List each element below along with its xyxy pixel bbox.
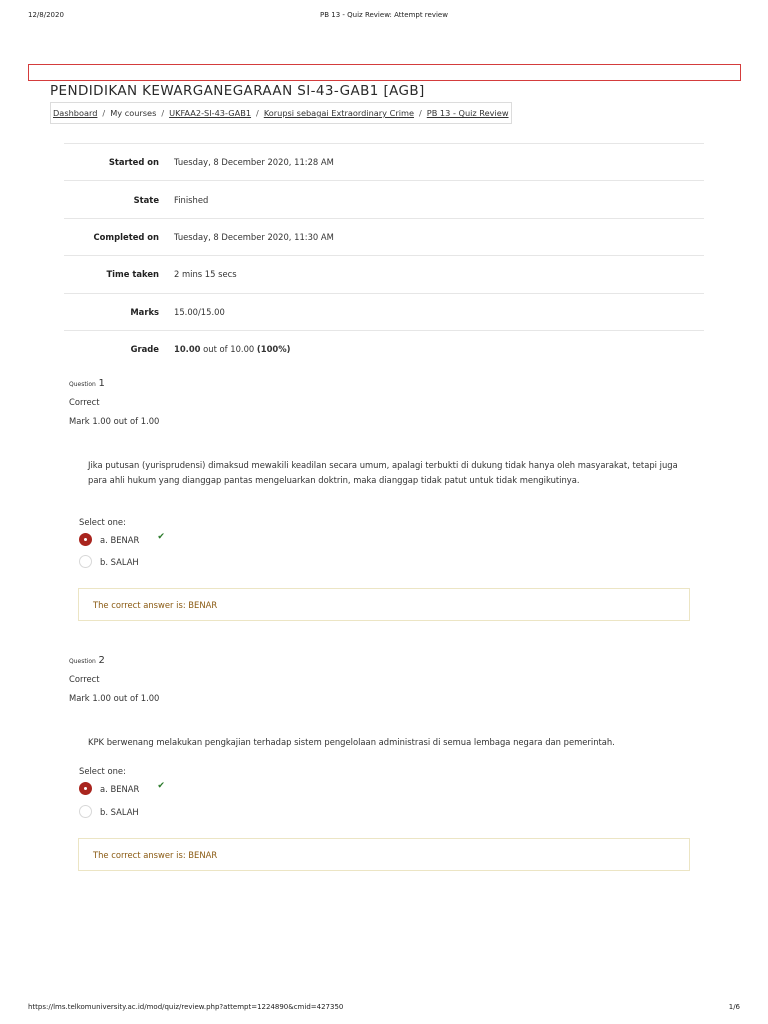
grade-value: 10.00	[174, 344, 201, 355]
question-state: Correct	[69, 674, 100, 684]
summary-row-started-on	[64, 143, 704, 180]
question-info	[69, 378, 709, 426]
select-one-label: Select one:	[79, 766, 126, 776]
question-state: Correct	[69, 397, 100, 407]
summary-row-state	[64, 180, 704, 217]
summary-value: 15.00/15.00	[174, 306, 225, 317]
print-page-title: PB 13 - Quiz Review: Attempt review	[320, 11, 448, 19]
question-2	[69, 655, 709, 860]
grade-out-of: out of 10.00	[200, 344, 257, 355]
breadcrumb-dashboard[interactable]: Dashboard	[53, 108, 98, 118]
summary-label: Started on	[108, 157, 159, 168]
print-page-number: 1/6	[728, 1003, 740, 1011]
option-label: b. SALAH	[100, 556, 139, 567]
question-1	[69, 378, 709, 610]
grade-percent: (100%)	[256, 344, 291, 355]
breadcrumb-separator: /	[419, 108, 422, 118]
option-label: b. SALAH	[100, 806, 139, 817]
summary-row-grade	[64, 330, 704, 367]
select-one-label: Select one:	[79, 517, 126, 527]
option-label: a. BENAR	[100, 534, 140, 545]
summary-row-completed-on	[64, 218, 704, 255]
question-info	[69, 655, 709, 703]
breadcrumb-section[interactable]: Korupsi sebagai Extraordinary Crime	[263, 108, 414, 118]
correct-answer-feedback: The correct answer is: BENAR	[78, 588, 690, 621]
breadcrumb-separator: /	[256, 108, 259, 118]
radio-selected[interactable]	[79, 782, 92, 795]
summary-value	[174, 344, 290, 354]
breadcrumb-my-courses: My courses	[110, 108, 157, 118]
option-b[interactable]	[79, 555, 139, 568]
question-prefix: Question	[69, 381, 96, 388]
attempt-summary-table	[64, 143, 704, 367]
summary-label: Time taken	[106, 269, 159, 280]
summary-value: 2 mins 15 secs	[174, 269, 237, 280]
option-label: a. BENAR	[100, 783, 140, 794]
question-text: Jika putusan (yurisprudensi) dimaksud mewakili keadilan secara umum, apalagi terbukti di dukung tidak hanya oleh masyarakat, tetapi juga para ahli hukum yang dianggap pantas mengeluarkan doktrin, maka dianggap tidak patut untuk tidak mengikutinya.	[88, 460, 678, 485]
question-mark: Mark 1.00 out of 1.00	[69, 416, 160, 426]
summary-label: Marks	[130, 306, 159, 317]
breadcrumb-separator: /	[161, 108, 165, 118]
correct-check-icon: ✔	[157, 531, 165, 542]
summary-row-marks	[64, 293, 704, 330]
summary-value: Tuesday, 8 December 2020, 11:28 AM	[174, 157, 334, 168]
radio-selected[interactable]	[79, 533, 92, 546]
breadcrumb-quiz[interactable]: PB 13 - Quiz Review	[426, 108, 509, 118]
summary-label: Completed on	[93, 231, 159, 242]
question-text: KPK berwenang melakukan pengkajian terhadap sistem pengelolaan administrasi di semua lembaga negara dan pemerintah.	[88, 737, 615, 747]
breadcrumb-separator: /	[102, 108, 106, 118]
summary-value: Tuesday, 8 December 2020, 11:30 AM	[174, 231, 334, 242]
option-a[interactable]	[79, 533, 165, 546]
course-title: PENDIDIKAN KEWARGANEGARAAN SI-43-GAB1 [AGB]	[50, 83, 425, 99]
breadcrumb	[50, 102, 512, 124]
summary-label: Grade	[130, 344, 159, 355]
option-b[interactable]	[79, 805, 139, 818]
summary-value: Finished	[174, 194, 209, 205]
print-date: 12/8/2020	[28, 11, 64, 19]
summary-row-time-taken	[64, 255, 704, 292]
option-a[interactable]	[79, 782, 165, 795]
question-number: 1	[98, 378, 105, 389]
radio-unselected[interactable]	[79, 555, 92, 568]
question-number: 2	[98, 655, 105, 666]
correct-check-icon: ✔	[157, 780, 165, 791]
correct-answer-feedback: The correct answer is: BENAR	[78, 838, 690, 871]
question-prefix: Question	[69, 658, 96, 665]
summary-label: State	[133, 194, 159, 205]
question-mark: Mark 1.00 out of 1.00	[69, 693, 160, 703]
breadcrumb-course[interactable]: UKFAA2-SI-43-GAB1	[169, 108, 252, 118]
radio-unselected[interactable]	[79, 805, 92, 818]
print-url: https://lms.telkomuniversity.ac.id/mod/quiz/review.php?attempt=1224890&cmid=427350	[28, 1003, 344, 1011]
page-header-bar	[28, 64, 741, 81]
